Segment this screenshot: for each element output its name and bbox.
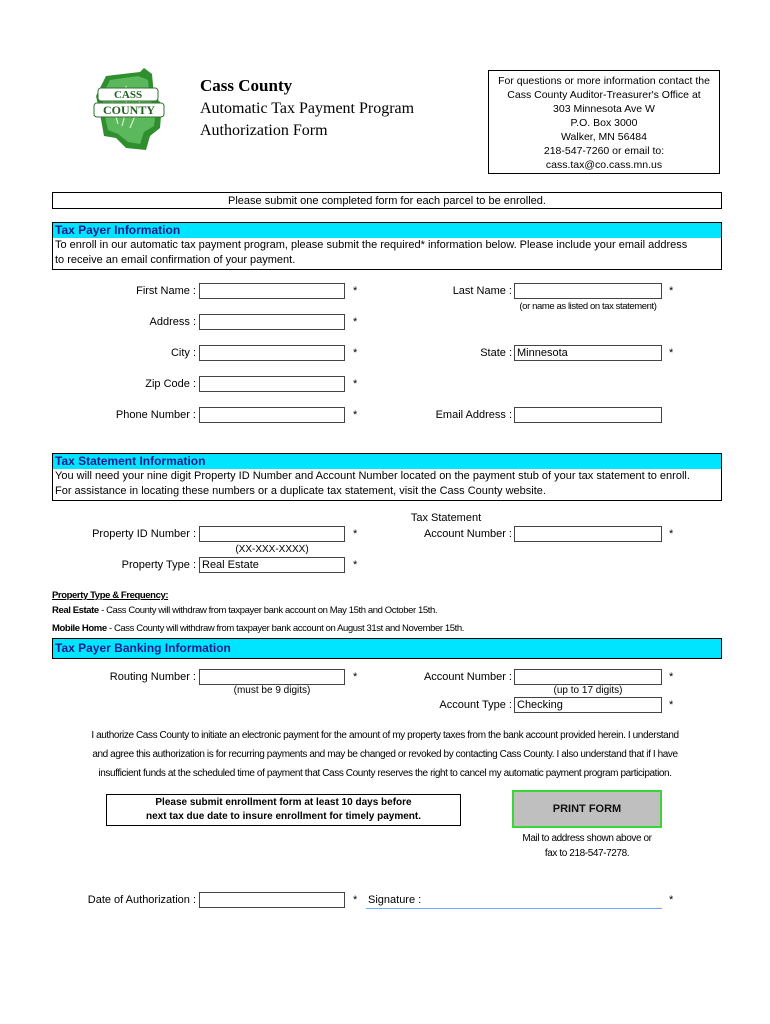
enrollment-notice-line: Please submit enrollment form at least 10 days before	[155, 797, 412, 808]
mobile-home-text: - Cass County will withdraw from taxpayer bank account on August 31st and November 15th.	[106, 623, 464, 634]
authorization-line: insufficient funds at the scheduled time of payment that Cass County reserves the right to cancel my automatic payment program participation.	[98, 768, 672, 779]
required-mark: *	[669, 671, 674, 683]
account-type-select[interactable]: Checking	[514, 697, 662, 713]
statement-account-label-line1: Tax Statement	[410, 512, 482, 524]
page-title: Cass County	[200, 76, 293, 95]
subtitle-line-1: Automatic Tax Payment Program	[200, 100, 415, 117]
authorization-text	[70, 726, 700, 783]
real-estate-text: - Cass County will withdraw from taxpayer bank account on May 15th and October 15th.	[98, 605, 438, 616]
banking-section	[52, 638, 722, 659]
mobile-home-frequency	[52, 623, 464, 634]
account-type-label: Account Type :	[439, 699, 512, 711]
mail-line: Mail to address shown above or	[522, 833, 652, 844]
property-type-select[interactable]: Real Estate	[199, 557, 345, 573]
city-label: City :	[170, 347, 196, 359]
required-mark: *	[353, 671, 358, 683]
last-name-field[interactable]	[514, 283, 662, 299]
contact-line: P.O. Box 3000	[570, 117, 638, 129]
taxpayer-section	[52, 222, 722, 270]
statement-account-field[interactable]	[514, 526, 662, 542]
mail-line: fax to 218-547-7278.	[544, 848, 630, 859]
required-mark: *	[353, 409, 358, 421]
required-mark: *	[353, 894, 358, 906]
required-mark: *	[669, 699, 674, 711]
statement-intro-line: You will need your nine digit Property ID Number and Account Number located on the payment stub of your tax statement to enroll.	[55, 470, 690, 482]
contact-info-box	[488, 70, 720, 174]
taxpayer-intro-line: To enroll in our automatic tax payment program, please submit the required* information below. Please include your email address	[55, 239, 688, 251]
contact-line: Walker, MN 56484	[561, 131, 647, 143]
signature-label: Signature :	[368, 894, 422, 906]
authorization-line: I authorize Cass County to initiate an electronic payment for the amount of my property taxes from the bank account provided herein. I understand	[91, 730, 679, 741]
submit-notice: Please submit one completed form for each parcel to be enrolled.	[52, 192, 722, 209]
taxpayer-intro-line: to receive an email confirmation of your payment.	[55, 254, 296, 266]
address-field[interactable]	[199, 314, 345, 330]
address-label: Address :	[149, 316, 196, 328]
contact-line: Cass County Auditor-Treasurer's Office at	[507, 89, 701, 101]
last-name-label: Last Name :	[452, 285, 512, 297]
routing-number-field[interactable]	[199, 669, 345, 685]
authorization-line: and agree this authorization is for recurring payments and may be changed or revoked by contacting Cass County. I also understand that if I have	[92, 749, 678, 760]
statement-account-label: Account Number :	[423, 528, 512, 540]
required-mark: *	[353, 559, 358, 571]
taxpayer-heading: Tax Payer Information	[53, 223, 721, 238]
frequency-heading: Property Type & Frequency:	[52, 590, 169, 601]
routing-label: Routing Number :	[109, 671, 196, 683]
contact-line: For questions or more information contact the	[498, 75, 710, 87]
required-mark: *	[353, 316, 358, 328]
property-id-field[interactable]	[199, 526, 345, 542]
account-note: (up to 17 digits)	[553, 685, 623, 696]
property-id-format: (XX-XXX-XXXX)	[235, 544, 309, 555]
bank-account-label: Account Number :	[423, 671, 512, 683]
subtitle-line-2: Authorization Form	[200, 122, 328, 139]
required-mark: *	[353, 347, 358, 359]
statement-intro	[53, 469, 721, 500]
mail-instructions	[502, 831, 672, 861]
city-field[interactable]	[199, 345, 345, 361]
required-mark: *	[669, 347, 674, 359]
bank-account-field[interactable]	[514, 669, 662, 685]
taxpayer-intro	[53, 238, 721, 269]
first-name-label: First Name :	[136, 285, 196, 297]
mobile-home-term: Mobile Home	[52, 623, 107, 634]
required-mark: *	[669, 285, 674, 297]
routing-note: (must be 9 digits)	[233, 685, 311, 696]
date-label: Date of Authorization :	[87, 894, 196, 906]
required-mark: *	[353, 528, 358, 540]
page-subtitle	[200, 98, 414, 142]
real-estate-frequency	[52, 605, 437, 616]
logo-text-bottom: COUNTY	[102, 103, 156, 117]
state-label: State :	[480, 347, 512, 359]
logo-text-top: CASS	[113, 89, 143, 101]
required-mark: *	[353, 378, 358, 390]
statement-section	[52, 453, 722, 501]
phone-field[interactable]	[199, 407, 345, 423]
statement-intro-line: For assistance in locating these numbers or a duplicate tax statement, visit the Cass County website.	[55, 485, 546, 497]
required-mark: *	[669, 528, 674, 540]
contact-line: 303 Minnesota Ave W	[553, 103, 655, 115]
required-mark: *	[353, 285, 358, 297]
contact-line: 218-547-7260 or email to:	[543, 145, 665, 157]
statement-heading: Tax Statement Information	[53, 454, 721, 469]
property-type-label: Property Type :	[121, 559, 196, 571]
state-field[interactable]: Minnesota	[514, 345, 662, 361]
required-mark: *	[669, 894, 674, 906]
email-field[interactable]	[514, 407, 662, 423]
signature-line[interactable]	[366, 892, 662, 909]
last-name-note: (or name as listed on tax statement)	[519, 301, 657, 312]
enrollment-notice-line: next tax due date to insure enrollment for timely payment.	[145, 811, 422, 822]
phone-label: Phone Number :	[115, 409, 196, 421]
zip-label: Zip Code :	[145, 378, 196, 390]
first-name-field[interactable]	[199, 283, 345, 299]
contact-line: cass.tax@co.cass.mn.us	[545, 159, 663, 171]
banking-heading: Tax Payer Banking Information	[53, 639, 721, 658]
cass-county-logo	[92, 66, 172, 156]
enrollment-deadline-notice	[106, 794, 461, 826]
zip-field[interactable]	[199, 376, 345, 392]
print-form-button[interactable]: PRINT FORM	[512, 790, 662, 828]
email-label: Email Address :	[435, 409, 512, 421]
property-id-label: Property ID Number :	[92, 528, 196, 540]
real-estate-term: Real Estate	[52, 605, 99, 616]
date-field[interactable]	[199, 892, 345, 908]
